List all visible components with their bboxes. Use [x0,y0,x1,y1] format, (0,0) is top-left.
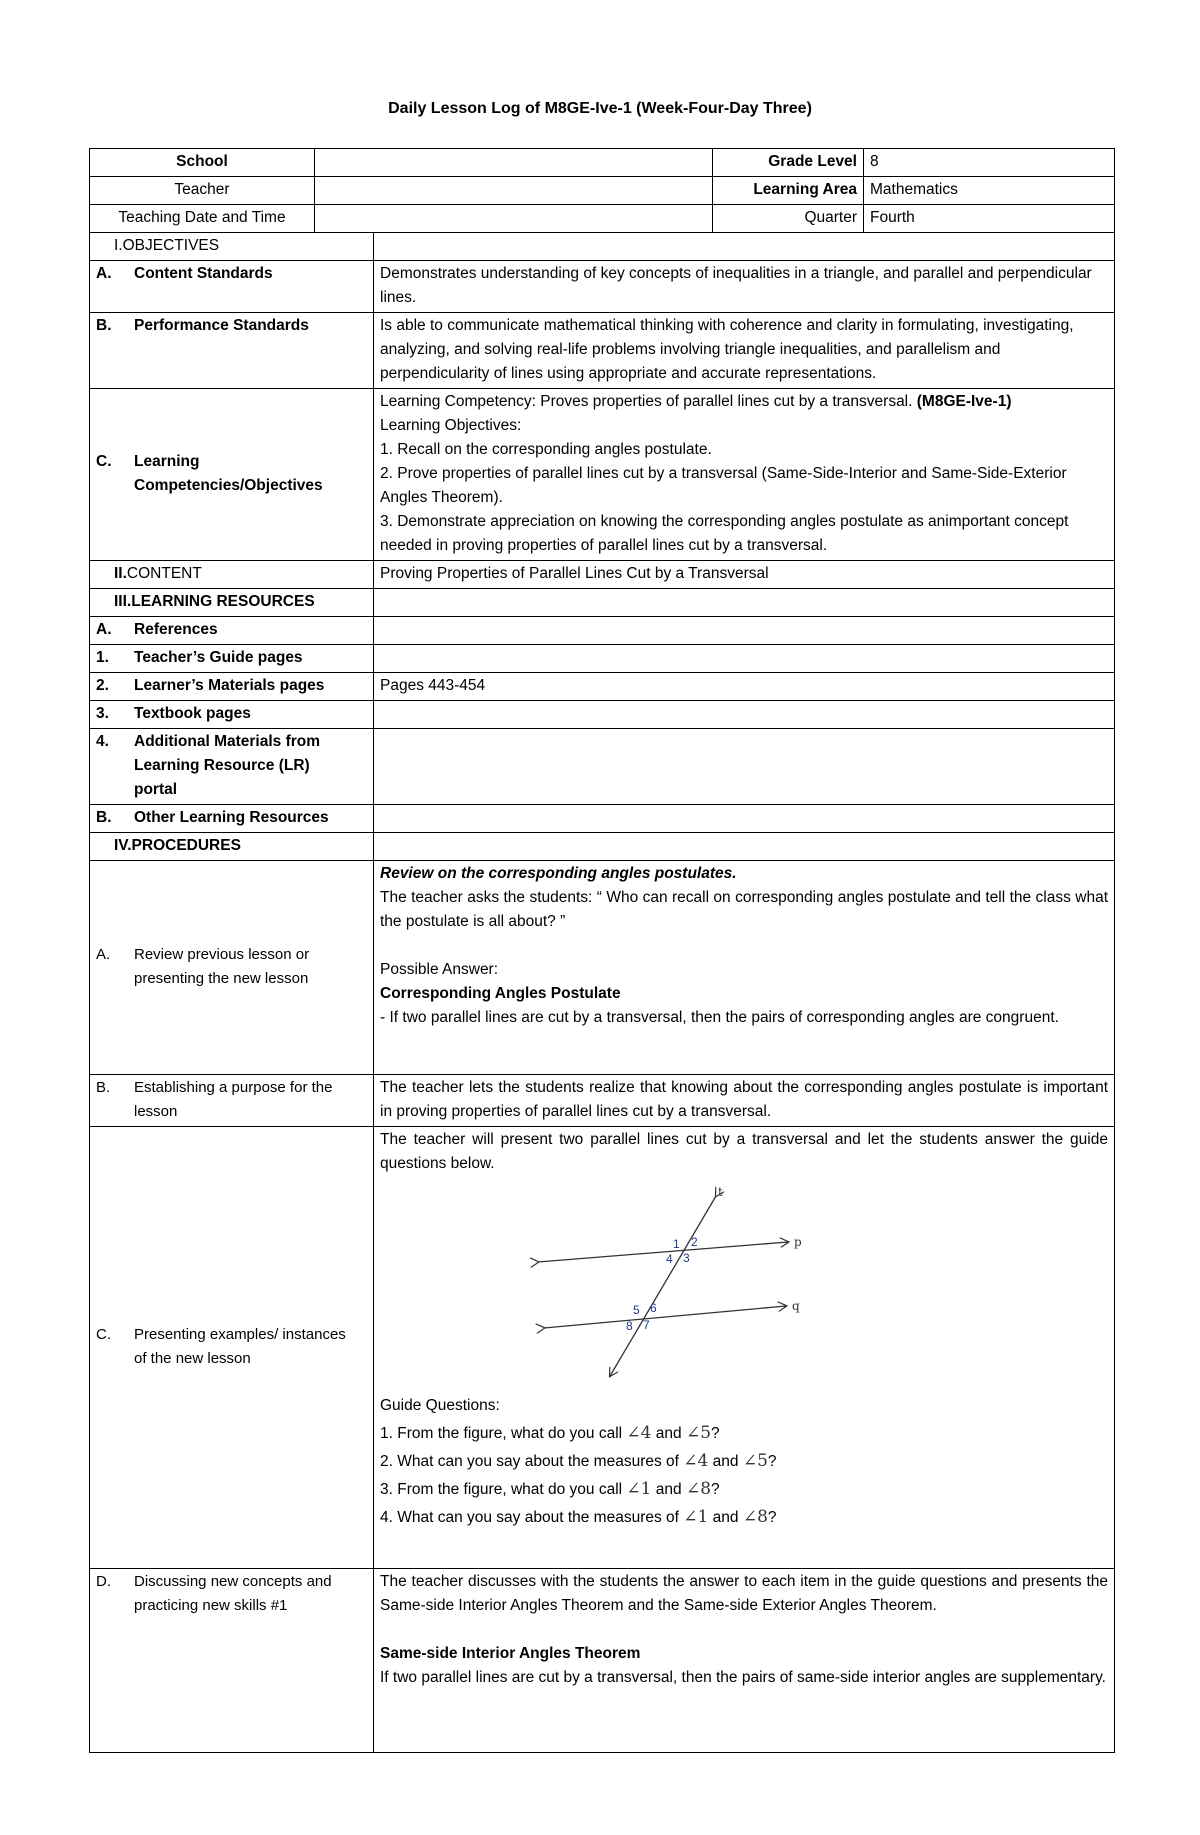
quarter-value: Fourth [864,205,1115,233]
teachers-guide-label [90,645,374,673]
references-label [90,617,374,645]
objectives-heading [90,233,374,261]
header-row-teacher [90,177,1115,205]
teacher-value [315,177,713,205]
teachers-guide-text-label: Teacher’s Guide pages [134,649,303,666]
content-text: Proving Properties of Parallel Lines Cut by a Transversal [374,561,1115,589]
content-num: II. [114,565,127,582]
procedure-b-text-label: Establishing a purpose for the lesson [134,1079,333,1120]
teaching-date-value [315,205,713,233]
performance-standards-label [90,313,374,389]
other-resources-value [374,805,1115,833]
resources-heading-row [90,589,1115,617]
resources-heading [90,589,374,617]
learners-materials-num: 2. [96,677,109,694]
other-resources-num: B. [96,809,112,826]
school-value [315,149,713,177]
procedure-c-content [374,1127,1115,1569]
procedure-c-row [90,1127,1115,1569]
transversal-t [610,1196,716,1376]
angle-label-5: 5 [633,1303,640,1317]
objectives-heading-blank [374,233,1115,261]
content-row [90,561,1115,589]
objectives-heading-text: Learning Objectives: [380,417,522,434]
grade-level-value: 8 [864,149,1115,177]
additional-materials-text-label: Additional Materials from Learning Resource (LR) portal [134,733,321,798]
textbook-label [90,701,374,729]
other-resources-text-label: Other Learning Resources [134,809,329,826]
label-p: p [794,1235,802,1249]
procedure-b-num: B. [96,1079,111,1096]
additional-materials-value [374,729,1115,805]
textbook-row [90,701,1115,729]
teacher-label: Teacher [90,177,315,205]
procedures-label: PROCEDURES [131,837,241,854]
procedure-d-text-label: Discussing new concepts and practicing new skills #1 [134,1573,332,1614]
guide-question-2: 2. What can you say about the measures of ∠4 and ∠5? [380,1451,777,1471]
possible-answer-label: Possible Answer: [380,961,499,978]
header-row-school [90,149,1115,177]
performance-standards-text-label: Performance Standards [134,317,309,334]
content-standards-row [90,261,1115,313]
procedure-a-text-label: Review previous lesson or presenting the new lesson [134,946,310,987]
line-q [544,1306,786,1328]
textbook-num: 3. [96,705,109,722]
presentation-text: The teacher will present two parallel lines cut by a transversal and let the students answer the guide questions below. [380,1131,1108,1172]
angle-label-8: 8 [626,1319,633,1333]
learning-area-value: Mathematics [864,177,1115,205]
label-t: t [718,1185,723,1199]
grade-level-label: Grade Level [713,149,864,177]
references-blank [374,617,1115,645]
objectives-num: I. [114,237,123,254]
content-label: CONTENT [126,565,202,582]
objective-1: 1. Recall on the corresponding angles postulate. [380,441,712,458]
angle-label-1: 1 [673,1237,680,1251]
header-row-date [90,205,1115,233]
objectives-label: OBJECTIVES [122,237,220,254]
guide-questions-heading: Guide Questions: [380,1397,500,1414]
learning-competencies-text [374,389,1115,561]
review-question: The teacher asks the students: “ Who can recall on corresponding angles postulate and tell the class what the postulate is all about? ” [380,889,1108,930]
procedure-b-label [90,1075,374,1127]
references-text-label: References [134,621,218,638]
competency-code: (M8GE-Ive-1) [916,393,1012,410]
guide-question-3: 3. From the figure, what do you call ∠1 and ∠8? [380,1479,720,1499]
procedure-d-label [90,1569,374,1753]
additional-materials-label [90,729,374,805]
guide-question-1: 1. From the figure, what do you call ∠4 and ∠5? [380,1423,720,1443]
postulate-name: Corresponding Angles Postulate [380,985,621,1002]
line-p [538,1242,788,1262]
procedure-c-label [90,1127,374,1569]
procedure-a-row [90,861,1115,1075]
other-resources-row [90,805,1115,833]
competency-lead: Learning Competency: Proves properties of parallel lines cut by a transversal. [380,393,913,410]
parallel-lines-figure [530,1184,830,1384]
procedure-a-num: A. [96,946,111,963]
content-standards-label [90,261,374,313]
resources-heading-blank [374,589,1115,617]
procedures-heading-row [90,833,1115,861]
learning-competencies-text-label: Learning Competencies/Objectives [134,453,323,494]
additional-materials-num: 4. [96,733,109,750]
resources-label: LEARNING RESOURCES [131,593,315,610]
angle-label-4: 4 [666,1252,673,1266]
references-row [90,617,1115,645]
review-heading: Review on the corresponding angles postulates. [380,865,737,882]
additional-materials-row [90,729,1115,805]
learning-competencies-label [90,389,374,561]
school-label: School [90,149,315,177]
objectives-heading-row [90,233,1115,261]
page-title: Daily Lesson Log of M8GE-Ive-1 (Week-Four-Day Three) [388,100,812,117]
performance-standards-row [90,313,1115,389]
lesson-log-table [89,148,1115,1753]
textbook-value [374,701,1115,729]
procedure-d-row [90,1569,1115,1753]
angle-label-2: 2 [691,1235,698,1249]
teachers-guide-row [90,645,1115,673]
angle-label-7: 7 [643,1318,650,1332]
learners-materials-value: Pages 443-454 [374,673,1115,701]
performance-standards-num: B. [96,317,112,334]
procedure-b-row [90,1075,1115,1127]
references-num: A. [96,621,112,638]
objective-2: 2. Prove properties of parallel lines cut by a transversal (Same-Side-Interior and Same-Side-Exterior Angles Theorem). [380,465,1067,506]
procedure-c-text-label: Presenting examples/ instances of the new lesson [134,1326,346,1367]
learners-materials-label [90,673,374,701]
content-standards-text: Demonstrates understanding of key concepts of inequalities in a triangle, and parallel and perpendicular lines. [374,261,1115,313]
procedure-d-content [374,1569,1115,1753]
procedures-num: IV. [114,837,132,854]
learning-area-label: Learning Area [713,177,864,205]
theorem-statement: If two parallel lines are cut by a transversal, then the pairs of same-side interior angles are supplementary. [380,1669,1106,1686]
angle-label-3: 3 [683,1251,690,1265]
content-standards-num: A. [96,265,112,282]
learners-materials-text-label: Learner’s Materials pages [134,677,325,694]
procedure-a-label [90,861,374,1075]
procedure-a-content [374,861,1115,1075]
procedure-b-content: The teacher lets the students realize that knowing about the corresponding angles postulate is important in proving properties of parallel lines cut by a transversal. [374,1075,1115,1127]
procedures-heading [90,833,374,861]
theorem-name: Same-side Interior Angles Theorem [380,1645,641,1662]
discussion-text: The teacher discusses with the students the answer to each item in the guide questions and presents the Same-side Interior Angles Theorem and the Same-side Exterior Angles Theorem. [380,1573,1108,1614]
teachers-guide-value [374,645,1115,673]
learners-materials-row [90,673,1115,701]
guide-question-4: 4. What can you say about the measures of ∠1 and ∠8? [380,1507,777,1527]
performance-standards-text: Is able to communicate mathematical thinking with coherence and clarity in formulating, investigating, analyzing, and solving real-life problems involving triangle inequalities, and parallelism and perpendicularity of lines using appropriate and accurate representations. [374,313,1115,389]
learning-competencies-num: C. [96,453,112,470]
procedures-heading-blank [374,833,1115,861]
teaching-date-label: Teaching Date and Time [90,205,315,233]
procedure-d-num: D. [96,1573,111,1590]
other-resources-label [90,805,374,833]
objective-3: 3. Demonstrate appreciation on knowing the corresponding angles postulate as animportant concept needed in proving properties of parallel lines cut by a transversal. [380,513,1069,554]
quarter-label: Quarter [713,205,864,233]
learning-competencies-row [90,389,1115,561]
postulate-statement: - If two parallel lines are cut by a transversal, then the pairs of corresponding angles are congruent. [380,1009,1059,1026]
angle-label-6: 6 [650,1301,657,1315]
procedure-c-num: C. [96,1326,111,1343]
content-standards-text-label: Content Standards [134,265,273,282]
resources-num: III. [114,593,132,610]
textbook-text-label: Textbook pages [134,705,251,722]
teachers-guide-num: 1. [96,649,109,666]
label-q: q [792,1299,800,1313]
content-heading [90,561,374,589]
competency-line [380,390,1108,414]
